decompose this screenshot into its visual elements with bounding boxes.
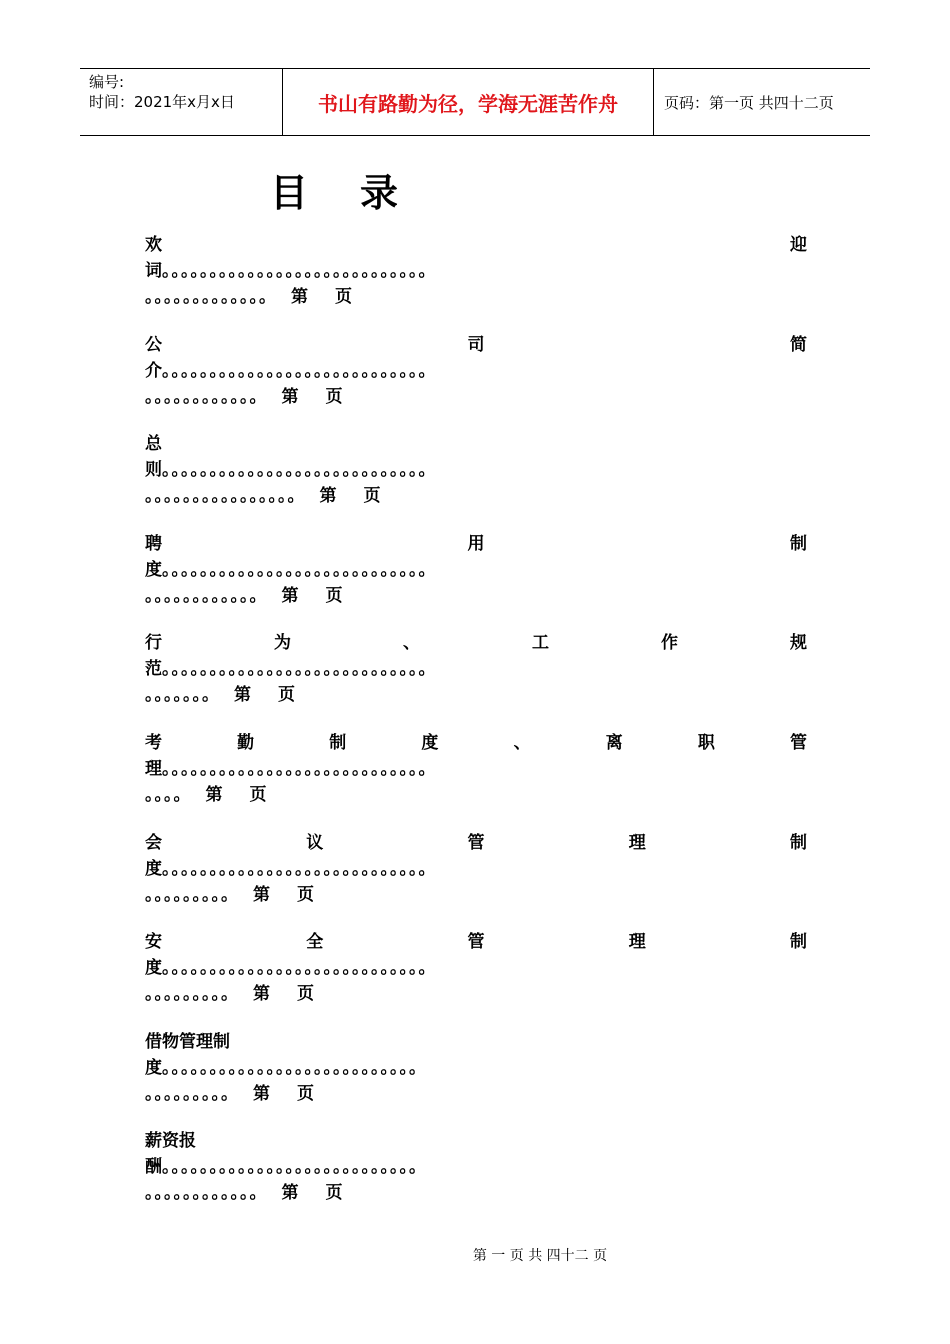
- toc-entry-leader: [145, 258, 807, 284]
- toc-heading-char: 离: [605, 732, 623, 753]
- toc-heading-char: 、: [403, 633, 420, 654]
- toc-heading-char: 简: [790, 334, 807, 355]
- toc-heading-char: 制: [790, 533, 807, 554]
- toc-heading-char: 工: [532, 633, 549, 654]
- page-ref-prefix: 第: [234, 685, 251, 706]
- toc-entry-page: [145, 483, 408, 509]
- page-footer: 第 一 页 共 四十二 页: [472, 1248, 608, 1264]
- page-reference: [234, 682, 322, 708]
- toc-heading-char: 理: [628, 932, 646, 953]
- toc-heading-char: 全: [306, 932, 324, 953]
- page-ref-prefix: 第: [253, 984, 270, 1005]
- dot-leader: 。。。。: [145, 784, 192, 805]
- toc-heading-char: 勤: [237, 732, 255, 753]
- dot-leader: 。。。。。。。。。。。。。。。。。。。。。。。。。。。。: [162, 559, 437, 580]
- page-ref-prefix: 第: [281, 1183, 299, 1204]
- toc-heading-char: 议: [306, 832, 324, 853]
- toc-entry-page: [145, 284, 379, 310]
- toc-entry-page: [145, 1180, 370, 1206]
- dot-leader: 。。。。。。。。。。。。: [145, 386, 268, 407]
- toc-heading-char: 迎: [790, 235, 807, 255]
- toc-heading-char: 职: [697, 732, 715, 753]
- page-title: 目录: [270, 170, 451, 215]
- toc-heading-char: 作: [661, 633, 678, 654]
- page-ref-prefix: 第: [281, 585, 299, 606]
- page-ref-prefix: 第: [205, 784, 223, 805]
- toc-heading-char: 制: [790, 832, 807, 853]
- toc-entry: [145, 730, 807, 830]
- toc-heading-last-char: 度: [145, 559, 162, 580]
- toc-heading-last-char: 理: [145, 758, 162, 779]
- toc-heading-char: 借物管理制: [145, 1031, 230, 1052]
- page-reference: [253, 981, 341, 1007]
- toc-entry-page: [145, 1081, 341, 1107]
- dot-leader: 。。。。。。。。。: [145, 984, 239, 1005]
- page-ref-suffix: 页: [297, 1083, 314, 1104]
- page-reference: [282, 583, 370, 609]
- toc-entry-heading: [145, 332, 807, 358]
- dot-leader: 。。。。。。。。。。。。: [145, 585, 268, 606]
- toc-entry-heading: [145, 232, 807, 258]
- toc-entry: [145, 332, 807, 432]
- toc-entry-heading: [145, 630, 807, 656]
- toc-heading-char: 管: [467, 932, 485, 953]
- dot-leader: 。。。。。。。。。: [145, 884, 239, 905]
- toc-entry-leader: [145, 457, 807, 483]
- page-ref-suffix: 页: [335, 287, 352, 307]
- toc-entry-heading: [145, 929, 807, 955]
- toc-heading-char: 安: [145, 932, 162, 953]
- dot-leader: 。。。。。。。。。。。。。: [145, 287, 277, 307]
- toc-entry-heading: [145, 431, 807, 457]
- toc-entry-leader: [145, 756, 807, 782]
- toc-heading-char: 制: [329, 732, 347, 753]
- page-reference: [282, 384, 370, 410]
- page-ref-prefix: 第: [319, 486, 337, 507]
- toc-entry-heading: [145, 1029, 807, 1055]
- toc-heading-char: 考: [145, 732, 162, 753]
- toc-heading-last-char: 词: [145, 261, 162, 281]
- toc-heading-char: 公: [145, 334, 162, 355]
- page-reference: [253, 882, 341, 908]
- toc-entry-leader: [145, 557, 807, 583]
- dot-leader: 。。。。。。。: [145, 685, 220, 706]
- toc-heading-char: 会: [145, 832, 162, 853]
- toc-entry-page: [145, 583, 370, 609]
- toc-heading-last-char: 范: [145, 659, 162, 680]
- toc-entry-leader: [145, 358, 807, 384]
- toc-entry-heading: [145, 1128, 807, 1154]
- toc-heading-char: 司: [467, 334, 485, 355]
- page-reference: [206, 782, 294, 808]
- toc-entry: [145, 1029, 807, 1129]
- time-label: 时间：2021年x月x日: [89, 93, 235, 111]
- page-reference: [282, 1180, 370, 1206]
- toc-entry-page: [145, 384, 370, 410]
- toc-entry-heading: [145, 531, 807, 557]
- toc-entry-page: [145, 981, 341, 1007]
- toc-entry-page: [145, 682, 322, 708]
- page-ref-prefix: 第: [291, 287, 308, 307]
- toc-heading-char: 管: [467, 832, 485, 853]
- dot-leader: 。。。。。。。。。。。。。。。。。。。。。。。。。。。: [162, 1157, 427, 1178]
- page-ref-suffix: 页: [297, 884, 314, 905]
- page-info: 页码：第一页 共四十二页: [664, 93, 834, 112]
- dot-leader: 。。。。。。。。。: [145, 1083, 239, 1104]
- page-reference: [253, 1081, 341, 1107]
- dot-leader: 。。。。。。。。。。。。。。。。。。。。。。。。。。。。: [162, 858, 437, 879]
- dot-leader: 。。。。。。。。。。。。。。。。。。。。。。。。。。。。: [162, 261, 437, 281]
- dot-leader: 。。。。。。。。。。。。: [145, 1183, 268, 1204]
- toc-entry: [145, 431, 807, 531]
- toc-entry-page: [145, 882, 341, 908]
- page-reference: [291, 284, 379, 310]
- page-ref-prefix: 第: [253, 1083, 270, 1104]
- toc-entry-leader: [145, 856, 807, 882]
- toc-heading-char: 规: [790, 633, 807, 654]
- toc-entry: [145, 830, 807, 930]
- dot-leader: 。。。。。。。。。。。。。。。。。。。。。。。。。。。: [162, 1057, 427, 1078]
- header-meta: [80, 69, 282, 135]
- page-ref-suffix: 页: [325, 1183, 343, 1204]
- toc-heading-char: 欢: [145, 235, 162, 255]
- toc-entry: [145, 1128, 807, 1228]
- toc-heading-last-char: 介: [145, 360, 162, 381]
- page-ref-suffix: 页: [297, 984, 314, 1005]
- toc-heading-last-char: 度: [145, 858, 162, 879]
- page-ref-suffix: 页: [278, 685, 295, 706]
- dot-leader: 。。。。。。。。。。。。。。。。。。。。。。。。。。。。: [162, 758, 437, 779]
- table-of-contents: [145, 232, 807, 1228]
- dot-leader: 。。。。。。。。。。。。。。。。。。。。。。。。。。。。: [162, 460, 437, 481]
- toc-entry-leader: [145, 955, 807, 981]
- toc-heading-char: 为: [274, 633, 291, 654]
- number-label: 编号:: [89, 73, 125, 91]
- toc-heading-char: 薪资报: [145, 1131, 196, 1152]
- dot-leader: 。。。。。。。。。。。。。。。。。。。。。。。。。。。。: [162, 659, 437, 680]
- toc-entry: [145, 232, 807, 332]
- toc-heading-last-char: 度: [145, 958, 162, 979]
- toc-heading-char: 行: [145, 633, 162, 654]
- toc-heading-char: 总: [145, 434, 162, 455]
- toc-heading-char: 理: [628, 832, 646, 853]
- toc-entry-heading: [145, 730, 807, 756]
- toc-entry: [145, 929, 807, 1029]
- toc-heading-char: 度: [421, 732, 439, 753]
- toc-entry-page: [145, 782, 294, 808]
- motto: 书山有路勤为径，学海无涯苦作舟: [282, 69, 654, 135]
- dot-leader: 。。。。。。。。。。。。。。。。。。。。。。。。。。。。: [162, 360, 437, 381]
- toc-entry-leader: [145, 1055, 807, 1081]
- toc-entry-heading: [145, 830, 807, 856]
- toc-entry-leader: [145, 656, 807, 682]
- page-ref-prefix: 第: [281, 386, 299, 407]
- toc-heading-last-char: 则: [145, 460, 162, 481]
- page-ref-suffix: 页: [363, 486, 381, 507]
- toc-heading-char: 制: [790, 932, 807, 953]
- toc-heading-last-char: 度: [145, 1057, 162, 1078]
- dot-leader: 。。。。。。。。。。。。。。。。。。。。。。。。。。。。: [162, 958, 437, 979]
- dot-leader: 。。。。。。。。。。。。。。。。: [145, 486, 306, 507]
- toc-heading-char: 、: [513, 732, 531, 753]
- page-ref-suffix: 页: [325, 585, 343, 606]
- toc-heading-last-char: 酬: [145, 1157, 162, 1178]
- toc-heading-char: 聘: [145, 533, 162, 554]
- page-reference: [320, 483, 408, 509]
- toc-entry: [145, 630, 807, 730]
- page-ref-suffix: 页: [249, 784, 267, 805]
- toc-heading-char: 管: [789, 732, 807, 753]
- document-header: [80, 68, 870, 136]
- toc-entry-leader: [145, 1154, 807, 1180]
- page-ref-suffix: 页: [325, 386, 343, 407]
- page-ref-prefix: 第: [253, 884, 270, 905]
- toc-heading-char: 用: [467, 533, 485, 554]
- toc-entry: [145, 531, 807, 631]
